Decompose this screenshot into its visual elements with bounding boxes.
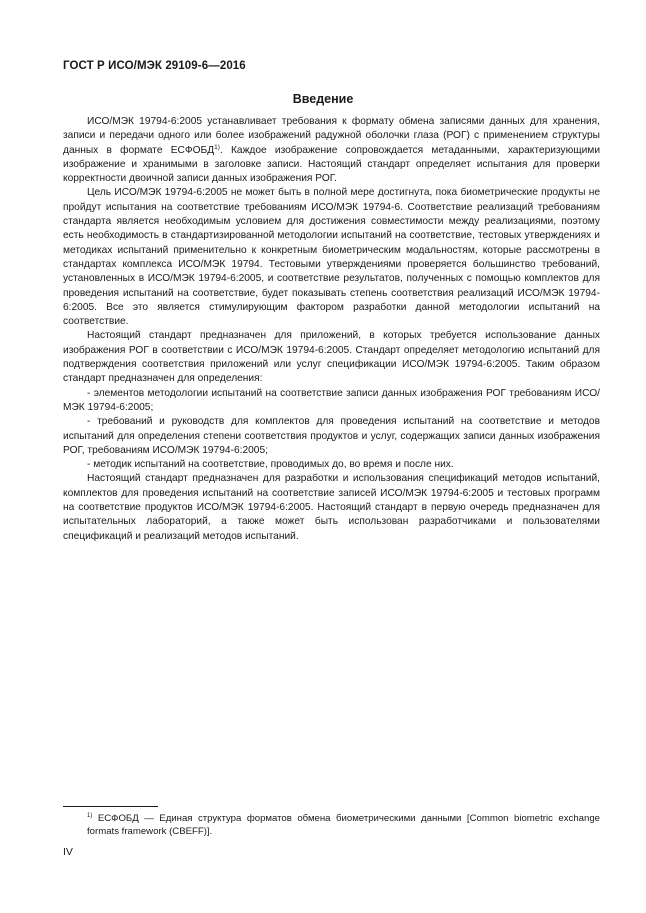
section-title: Введение — [292, 92, 354, 106]
paragraph-1: ИСО/МЭК 19794-6:2005 устанавливает требования к формату обмена записями данных для хранения, записи и передачи одного или более изображений радужной оболочки глаза (РОГ) с применением структуры данных в формате ЕСФОБД$^{1)}$. Каждое изображение сопровождается метаданными, характеризующими изображение и хранимыми в заголовке записи. Настоящий стандарт определяет испытания для проверки корректности двоичной записи данных изображения РОГ. — [63, 116, 601, 185]
list-item: - требований и руководств для комплектов для проведения испытаний на соответствие и методов испытаний для определения степени соответствия продуктов и услуг, содержащих записи данных изображения РОГ, требованиям ИСО/МЭК 19794-6:2005; — [63, 416, 600, 456]
page-number: IV — [63, 846, 73, 858]
footnote-mark: 1) — [87, 813, 93, 819]
footnote-reference[interactable]: 1) — [214, 143, 220, 151]
list-item: - элементов методологии испытаний на соответствие записи данных изображения РОГ требованиям ИСО/МЭК 19794-6:2005; — [63, 387, 600, 413]
list-item: - методик испытаний на соответствие, проводимых до, во время и после них. — [87, 459, 454, 471]
paragraph-3: Настоящий стандарт предназначен для приложений, в которых требуется использование данных изображения РОГ в соответствии с ИСО/МЭК 19794-6:2005. Стандарт определяет методологию испытаний для подтверждения соответствия приложений или услуг спецификации ИСО/МЭК 19794-6:2005. Таким образом стандарт предназначен для определения: — [63, 330, 600, 385]
paragraph-2: Цель ИСО/МЭК 19794-6:2005 не может быть в полной мере достигнута, пока биометрические продукты не пройдут испытания на соответствие требованиям ИСО/МЭК 19794-6. Соответствие реализаций требованиям стандарта является необходимым условием для достижения совместимости между реализациями, поэтому есть необходимость в стандартизированной методологии испытаний на соответствие, тестовых утверждениях и методиках испытаний применительно к конкретным биометрическим модальностям, которые рассмотрены в стандартах комплекса ИСО/МЭК 19794. Тестовыми утверждениями проверяется большинство требований, установленных в ИСО/МЭК 19794-6:2005, и соответствие результатов, полученных с помощью комплектов для проведения испытаний на соответствие, будет показывать степень соответствия реализаций ИСО/МЭК 19794-6:2005. Все это является стимулирующим фактором разработки данной методологии испытаний на соответствие. — [63, 187, 600, 328]
footnote — [63, 812, 600, 838]
body-text — [63, 115, 600, 544]
paragraph-4: Настоящий стандарт предназначен для разработки и использования спецификаций методов испытаний, комплектов для проведения испытаний на соответствие записей ИСО/МЭК 19794-6:2005 и тестовых программ на соответствие продуктов ИСО/МЭК 19794-6:2005. Настоящий стандарт в первую очередь предназначен для испытательных лабораторий, а также может быть использован разработчиками и пользователями спецификаций и реализаций методов испытаний. — [63, 473, 600, 542]
footnote-divider — [63, 806, 158, 807]
document-header: ГОСТ Р ИСО/МЭК 29109-6—2016 — [63, 60, 246, 72]
footnote-text: ЕСФОБД — Единая структура форматов обмена биометрическими данными [Common biometric exchange formats framework (CBEFF)]. — [87, 813, 600, 838]
